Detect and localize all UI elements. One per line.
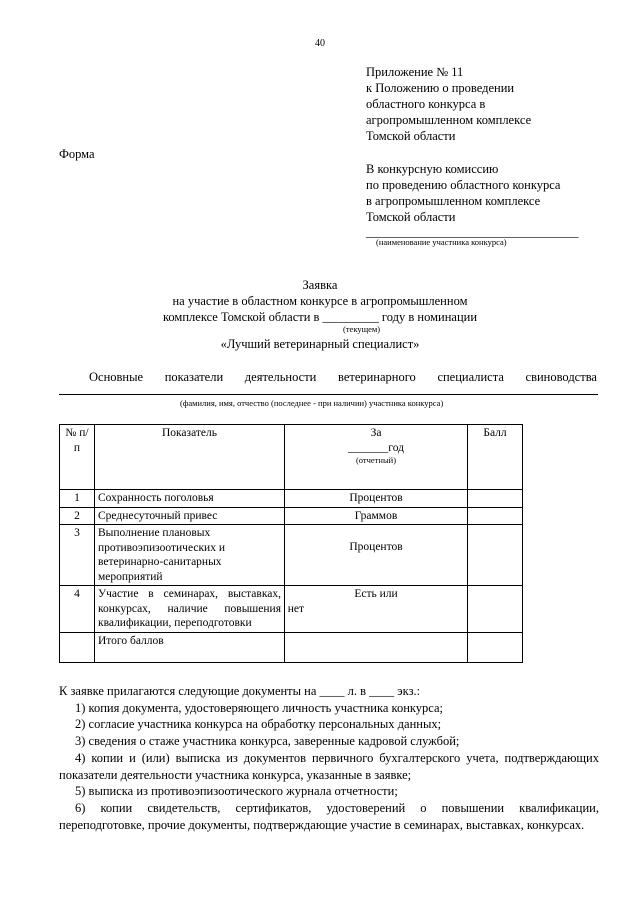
table-header-row bbox=[60, 425, 523, 490]
appendix-block bbox=[366, 64, 616, 144]
row-score bbox=[468, 525, 523, 586]
intro-word: специалиста bbox=[437, 370, 504, 384]
appendix-line: к Положению о проведении bbox=[366, 81, 515, 95]
row-num: 2 bbox=[60, 507, 95, 525]
addressee-block bbox=[366, 161, 616, 239]
intro-word: деятельности bbox=[244, 370, 317, 384]
appendix-line: Томской области bbox=[366, 129, 456, 143]
table-row bbox=[60, 525, 523, 586]
table-row bbox=[60, 490, 523, 508]
page-number: 40 bbox=[315, 38, 325, 49]
row-indicator-text: Участие в семинарах, выставках, конкурсах, наличие повышения квалификации, переподготовки bbox=[98, 588, 281, 629]
addressee-line: по проведению областного конкурса bbox=[366, 178, 561, 192]
row-indicator: Среднесуточный привес bbox=[95, 507, 285, 525]
addressee-line: Томской области bbox=[366, 210, 456, 224]
row-score bbox=[468, 586, 523, 633]
document-item: 6) копии свидетельств, сертификатов, удостоверений о повышении квалификации, переподготовке, прочие документы, подтверждающие участие в семинарах, выставках, конкурсах. bbox=[59, 800, 599, 832]
participant-name-blank: __________________________________ bbox=[366, 225, 579, 239]
header-period bbox=[285, 425, 468, 490]
participant-fio-underline bbox=[59, 394, 598, 395]
table-row bbox=[60, 507, 523, 525]
intro-word: свиноводства bbox=[525, 370, 597, 384]
application-subtitle-line2: комплексе Томской области в _________ году в номинации bbox=[162, 310, 478, 324]
participant-name-caption: (наименование участника конкурса) bbox=[376, 237, 507, 247]
application-title: Заявка bbox=[302, 278, 338, 292]
row-num: 3 bbox=[60, 525, 95, 586]
header-period-line2: _______год bbox=[348, 441, 404, 454]
table-total-row bbox=[60, 632, 523, 662]
header-num-text: № п/п bbox=[65, 427, 89, 454]
documents-intro: К заявке прилагаются следующие документы на ____ л. в ____ экз.: bbox=[59, 684, 421, 698]
row-unit-overflow: нет bbox=[287, 603, 304, 615]
intro-word: Основные bbox=[89, 370, 144, 384]
row-num: 1 bbox=[60, 490, 95, 508]
document-item: 1) копия документа, удостоверяющего личность участника конкурса; bbox=[75, 700, 444, 715]
total-num bbox=[60, 632, 95, 662]
total-value bbox=[285, 632, 468, 662]
row-indicator bbox=[95, 586, 304, 633]
header-indicator: Показатель bbox=[95, 425, 285, 490]
application-subtitle-line1: на участие в областном конкурсе в агропромышленном bbox=[172, 294, 468, 308]
header-period-line1: За bbox=[370, 427, 382, 439]
addressee-line: В конкурсную комиссию bbox=[366, 162, 499, 176]
header-score: Балл bbox=[468, 425, 523, 490]
appendix-line: областного конкурса в bbox=[366, 97, 486, 111]
row-indicator: Выполнение плановых противоэпизоотических и ветеринарно-санитарных мероприятий bbox=[95, 525, 285, 586]
appendix-line: Приложение № 11 bbox=[366, 65, 464, 79]
row-num: 4 bbox=[60, 586, 95, 633]
row-score bbox=[468, 490, 523, 508]
total-label: Итого баллов bbox=[95, 632, 285, 662]
row-unit: Процентов bbox=[285, 490, 468, 508]
total-score bbox=[468, 632, 523, 662]
addressee-line: в агропромышленном комплексе bbox=[366, 194, 541, 208]
documents-section bbox=[59, 683, 599, 833]
header-num bbox=[60, 425, 95, 490]
indicators-table bbox=[59, 424, 523, 663]
document-item: 5) выписка из противоэпизоотического журнала отчетности; bbox=[75, 784, 398, 799]
current-year-caption: (текущем) bbox=[343, 324, 381, 334]
form-label: Форма bbox=[59, 147, 95, 161]
document-item: 4) копии и (или) выписка из документов первичного бухгалтерского учета, подтверждающих показатели деятельности участника конкурса, указанные в заявке; bbox=[59, 750, 599, 782]
intro-word: показатели bbox=[164, 370, 224, 384]
document-item: 3) сведения о стаже участника конкурса, заверенные кадровой службой; bbox=[75, 734, 460, 749]
row-score bbox=[468, 507, 523, 525]
header-period-caption: (отчетный) bbox=[355, 455, 397, 465]
row-unit: Граммов bbox=[285, 507, 468, 525]
row-indicator: Сохранность поголовья bbox=[95, 490, 285, 508]
participant-fio-caption: (фамилия, имя, отчество (последнее - при наличии) участника конкурса) bbox=[180, 398, 444, 408]
row-unit: Есть или bbox=[285, 586, 468, 633]
table-row bbox=[60, 586, 523, 633]
nomination-title: «Лучший ветеринарный специалист» bbox=[220, 337, 420, 351]
appendix-line: агропромышленном комплексе bbox=[366, 113, 532, 127]
indicators-intro bbox=[89, 369, 597, 385]
document-item: 2) согласие участника конкурса на обработку персональных данных; bbox=[75, 717, 442, 732]
row-unit: Процентов bbox=[285, 525, 468, 586]
intro-word: ветеринарного bbox=[337, 370, 416, 384]
